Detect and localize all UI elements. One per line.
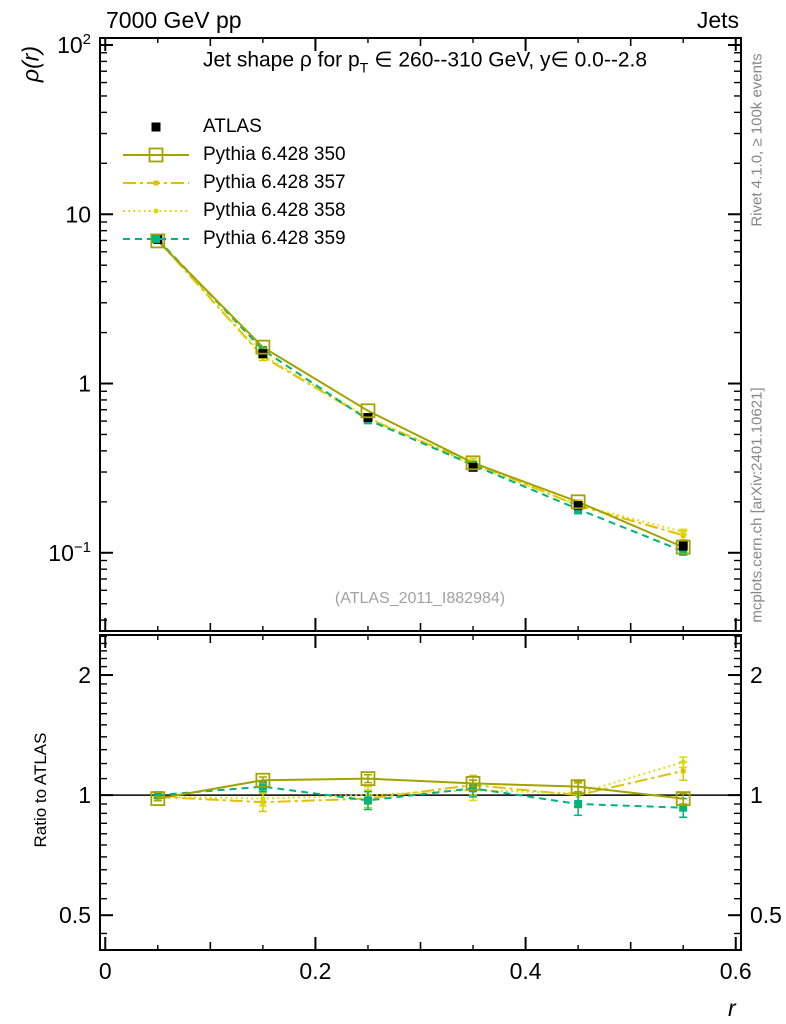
- legend-label-pythia-359: Pythia 6.428 359: [203, 228, 346, 249]
- legend-marker-pythia-359: [122, 229, 190, 249]
- svg-text:1: 1: [750, 782, 763, 809]
- plot-title-pre: Jet shape ρ for p: [202, 48, 360, 72]
- legend-marker-pythia-358: [122, 201, 190, 221]
- svg-text:0: 0: [98, 958, 112, 984]
- svg-text:2: 2: [78, 662, 91, 689]
- svg-text:0.6: 0.6: [719, 958, 752, 984]
- svg-text:0.5: 0.5: [750, 902, 782, 929]
- mcplots-reference-note: mcplots.cern.ch [arXiv:2401.10621]: [748, 387, 766, 623]
- legend: [122, 113, 346, 253]
- plot-title-post: ∈ 260--310 GeV, y∈ 0.0--2.8: [368, 48, 648, 72]
- svg-text:10−1: $10^{-1}$: [48, 538, 91, 566]
- legend-label-pythia-357: Pythia 6.428 357: [203, 172, 346, 193]
- legend-marker-atlas: [122, 117, 190, 137]
- legend-item-pythia-350: [122, 141, 346, 169]
- analysis-group-label: Jets: [696, 7, 739, 33]
- svg-text:1: 1: [78, 370, 91, 397]
- plot-title: [203, 47, 647, 76]
- legend-item-pythia-359: [122, 225, 346, 253]
- x-axis-label: r: [728, 995, 736, 1021]
- analysis-id-watermark: (ATLAS_2011_I882984): [334, 590, 506, 607]
- legend-label-pythia-358: Pythia 6.428 358: [203, 200, 346, 221]
- y-axis-label-ratio: Ratio to ATLAS: [31, 732, 50, 848]
- beam-label: 7000 GeV pp: [106, 7, 242, 33]
- legend-item-pythia-357: [122, 169, 346, 197]
- legend-label-pythia-350: Pythia 6.428 350: [203, 144, 346, 165]
- svg-text:2: 2: [750, 662, 763, 689]
- legend-item-pythia-358: [122, 197, 346, 225]
- rivet-version-note: Rivet 4.1.0, ≥ 100k events: [748, 53, 766, 227]
- legend-marker-pythia-357: [122, 173, 190, 193]
- legend-marker-pythia-350: [122, 145, 190, 165]
- svg-text:0.2: 0.2: [299, 958, 332, 984]
- svg-text:0.4: 0.4: [509, 958, 542, 984]
- svg-text:102: $10^2$: [57, 31, 91, 59]
- svg-text:1: 1: [78, 782, 91, 809]
- legend-item-atlas: [122, 113, 346, 141]
- plot-title-subscript: T: [359, 60, 369, 77]
- y-axis-label-main: ρ(r): [17, 45, 44, 83]
- legend-label-atlas: ATLAS: [203, 116, 262, 137]
- svg-text:10: 10: [65, 201, 91, 228]
- svg-text:0.5: 0.5: [59, 902, 91, 929]
